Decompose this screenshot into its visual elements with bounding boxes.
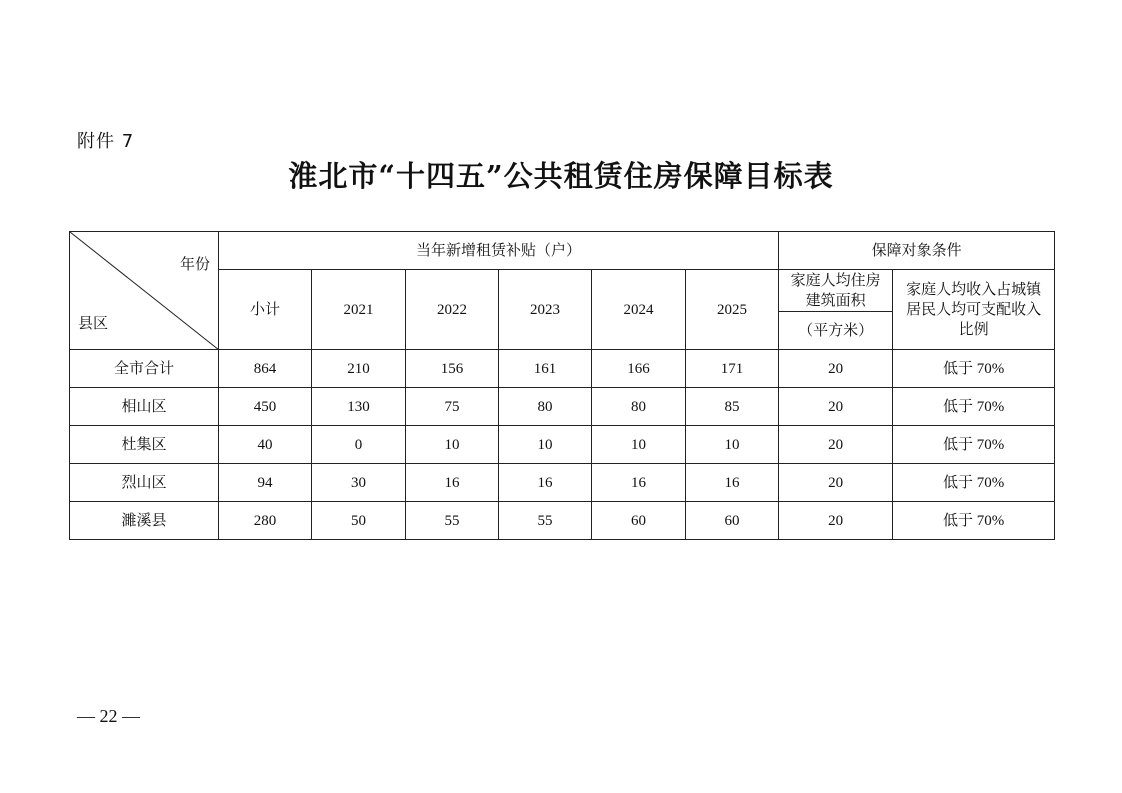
col-header-subtotal: 小计 bbox=[219, 270, 312, 350]
row-value-2023: 16 bbox=[499, 464, 592, 502]
row-subtotal: 280 bbox=[219, 502, 312, 540]
row-value-2025: 10 bbox=[686, 426, 779, 464]
row-value-2024: 60 bbox=[592, 502, 686, 540]
row-value-2024: 166 bbox=[592, 350, 686, 388]
row-area: 20 bbox=[779, 350, 893, 388]
col-header-area: 家庭人均住房建筑面积 bbox=[779, 270, 893, 312]
group-header-conditions: 保障对象条件 bbox=[779, 232, 1055, 270]
row-value-2022: 16 bbox=[406, 464, 499, 502]
row-value-2025: 171 bbox=[686, 350, 779, 388]
row-value-2022: 10 bbox=[406, 426, 499, 464]
row-county-name: 濉溪县 bbox=[70, 502, 219, 540]
group-header-subsidy: 当年新增租赁补贴（户） bbox=[219, 232, 779, 270]
col-header-year: 2024 bbox=[592, 270, 686, 350]
row-value-2023: 55 bbox=[499, 502, 592, 540]
row-value-2023: 161 bbox=[499, 350, 592, 388]
attachment-label: 附件 7 bbox=[77, 131, 135, 152]
corner-header-cell bbox=[70, 232, 219, 350]
row-area: 20 bbox=[779, 502, 893, 540]
row-value-2023: 10 bbox=[499, 426, 592, 464]
row-income: 低于 70% bbox=[893, 502, 1055, 540]
page-title: 淮北市“十四五”公共租赁住房保障目标表 bbox=[288, 159, 834, 193]
row-value-2023: 80 bbox=[499, 388, 592, 426]
housing-target-table bbox=[69, 231, 1055, 540]
row-subtotal: 40 bbox=[219, 426, 312, 464]
row-county-name: 烈山区 bbox=[70, 464, 219, 502]
col-header-year: 2023 bbox=[499, 270, 592, 350]
row-value-2025: 60 bbox=[686, 502, 779, 540]
row-value-2021: 50 bbox=[312, 502, 406, 540]
table-row bbox=[70, 426, 1055, 464]
row-value-2021: 30 bbox=[312, 464, 406, 502]
row-area: 20 bbox=[779, 388, 893, 426]
col-header-income: 家庭人均收入占城镇居民人均可支配收入比例 bbox=[893, 270, 1055, 350]
row-subtotal: 450 bbox=[219, 388, 312, 426]
row-subtotal: 94 bbox=[219, 464, 312, 502]
corner-county-label: 县区 bbox=[78, 314, 109, 332]
page-number: — 22 — bbox=[77, 706, 140, 726]
corner-year-label: 年份 bbox=[179, 255, 210, 273]
row-income: 低于 70% bbox=[893, 464, 1055, 502]
row-value-2022: 75 bbox=[406, 388, 499, 426]
table-body bbox=[70, 350, 1055, 540]
row-value-2022: 55 bbox=[406, 502, 499, 540]
row-county-name: 全市合计 bbox=[70, 350, 219, 388]
col-header-year: 2022 bbox=[406, 270, 499, 350]
row-income: 低于 70% bbox=[893, 426, 1055, 464]
col-header-year: 2021 bbox=[312, 270, 406, 350]
row-value-2024: 10 bbox=[592, 426, 686, 464]
table-row bbox=[70, 388, 1055, 426]
row-value-2021: 0 bbox=[312, 426, 406, 464]
col-header-area-unit: （平方米） bbox=[779, 312, 893, 350]
table-row bbox=[70, 350, 1055, 388]
row-area: 20 bbox=[779, 464, 893, 502]
row-subtotal: 864 bbox=[219, 350, 312, 388]
row-county-name: 相山区 bbox=[70, 388, 219, 426]
col-header-year: 2025 bbox=[686, 270, 779, 350]
row-area: 20 bbox=[779, 426, 893, 464]
table-row bbox=[70, 464, 1055, 502]
row-income: 低于 70% bbox=[893, 350, 1055, 388]
row-county-name: 杜集区 bbox=[70, 426, 219, 464]
row-value-2024: 80 bbox=[592, 388, 686, 426]
row-value-2022: 156 bbox=[406, 350, 499, 388]
row-value-2025: 16 bbox=[686, 464, 779, 502]
row-value-2021: 210 bbox=[312, 350, 406, 388]
row-value-2025: 85 bbox=[686, 388, 779, 426]
row-value-2021: 130 bbox=[312, 388, 406, 426]
table-row bbox=[70, 502, 1055, 540]
row-income: 低于 70% bbox=[893, 388, 1055, 426]
row-value-2024: 16 bbox=[592, 464, 686, 502]
